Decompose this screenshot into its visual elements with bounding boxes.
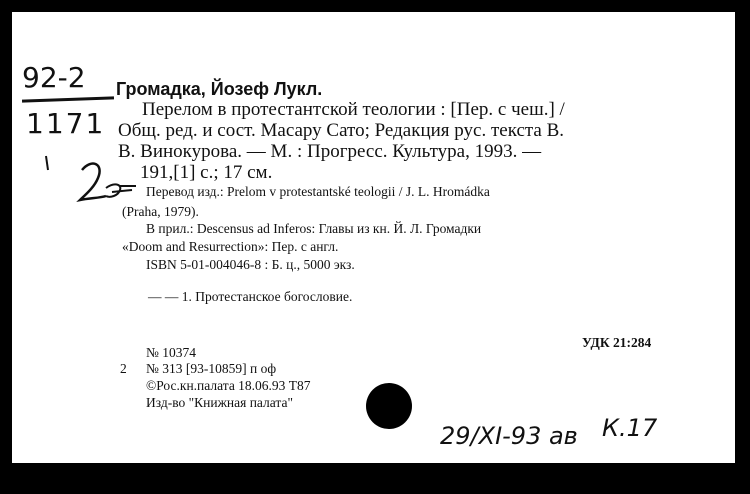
handwritten-copies: К.17	[602, 414, 658, 442]
record-second-line: № 313 [93-10859] п оф	[146, 361, 277, 376]
book-chamber-line: ©Рос.кн.палата 18.06.93 Т87	[146, 378, 311, 393]
punch-hole	[366, 383, 412, 429]
appendix-note: «Doom and Resurrection»: Пер. с англ.	[122, 239, 339, 254]
appendix-note: В прил.: Descensus ad Inferos: Главы из кн. Й. Л. Громадки	[146, 221, 482, 236]
udc-code: УДК 21:284	[582, 335, 652, 350]
call-number-divider	[22, 96, 114, 102]
subject-heading: — — 1. Протестанское богословие.	[148, 289, 353, 304]
original-title-note: (Praha, 1979).	[122, 204, 199, 219]
call-number-top: 92-2	[22, 61, 86, 94]
publisher-line: Изд-во "Книжная палата"	[146, 395, 293, 410]
title-line: Перелом в протестантской теологии : [Пер. с чеш.] /	[142, 99, 565, 120]
isbn-line: ISBN 5-01-004046-8 : Б. ц., 5000 экз.	[146, 257, 355, 272]
title-line: В. Винокурова. — М. : Прогресс. Культура, 1993. —	[118, 141, 542, 162]
copy-mark: 2	[120, 361, 127, 376]
call-number-bottom: 1171	[26, 107, 106, 140]
catalog-card	[12, 12, 735, 463]
title-line: Общ. ред. и сост. Масару Сато; Редакция рус. текста В.	[118, 120, 565, 141]
original-title-note: Перевод изд.: Prelom v protestantské teologii / J. L. Hromádka	[146, 184, 490, 199]
record-number: № 10374	[146, 345, 197, 360]
handwritten-date: 29/XI-93 ав	[440, 422, 578, 450]
title-line: 191,[1] с.; 17 см.	[140, 162, 273, 183]
author-heading: Громадка, Йозеф Лукл.	[116, 79, 323, 99]
